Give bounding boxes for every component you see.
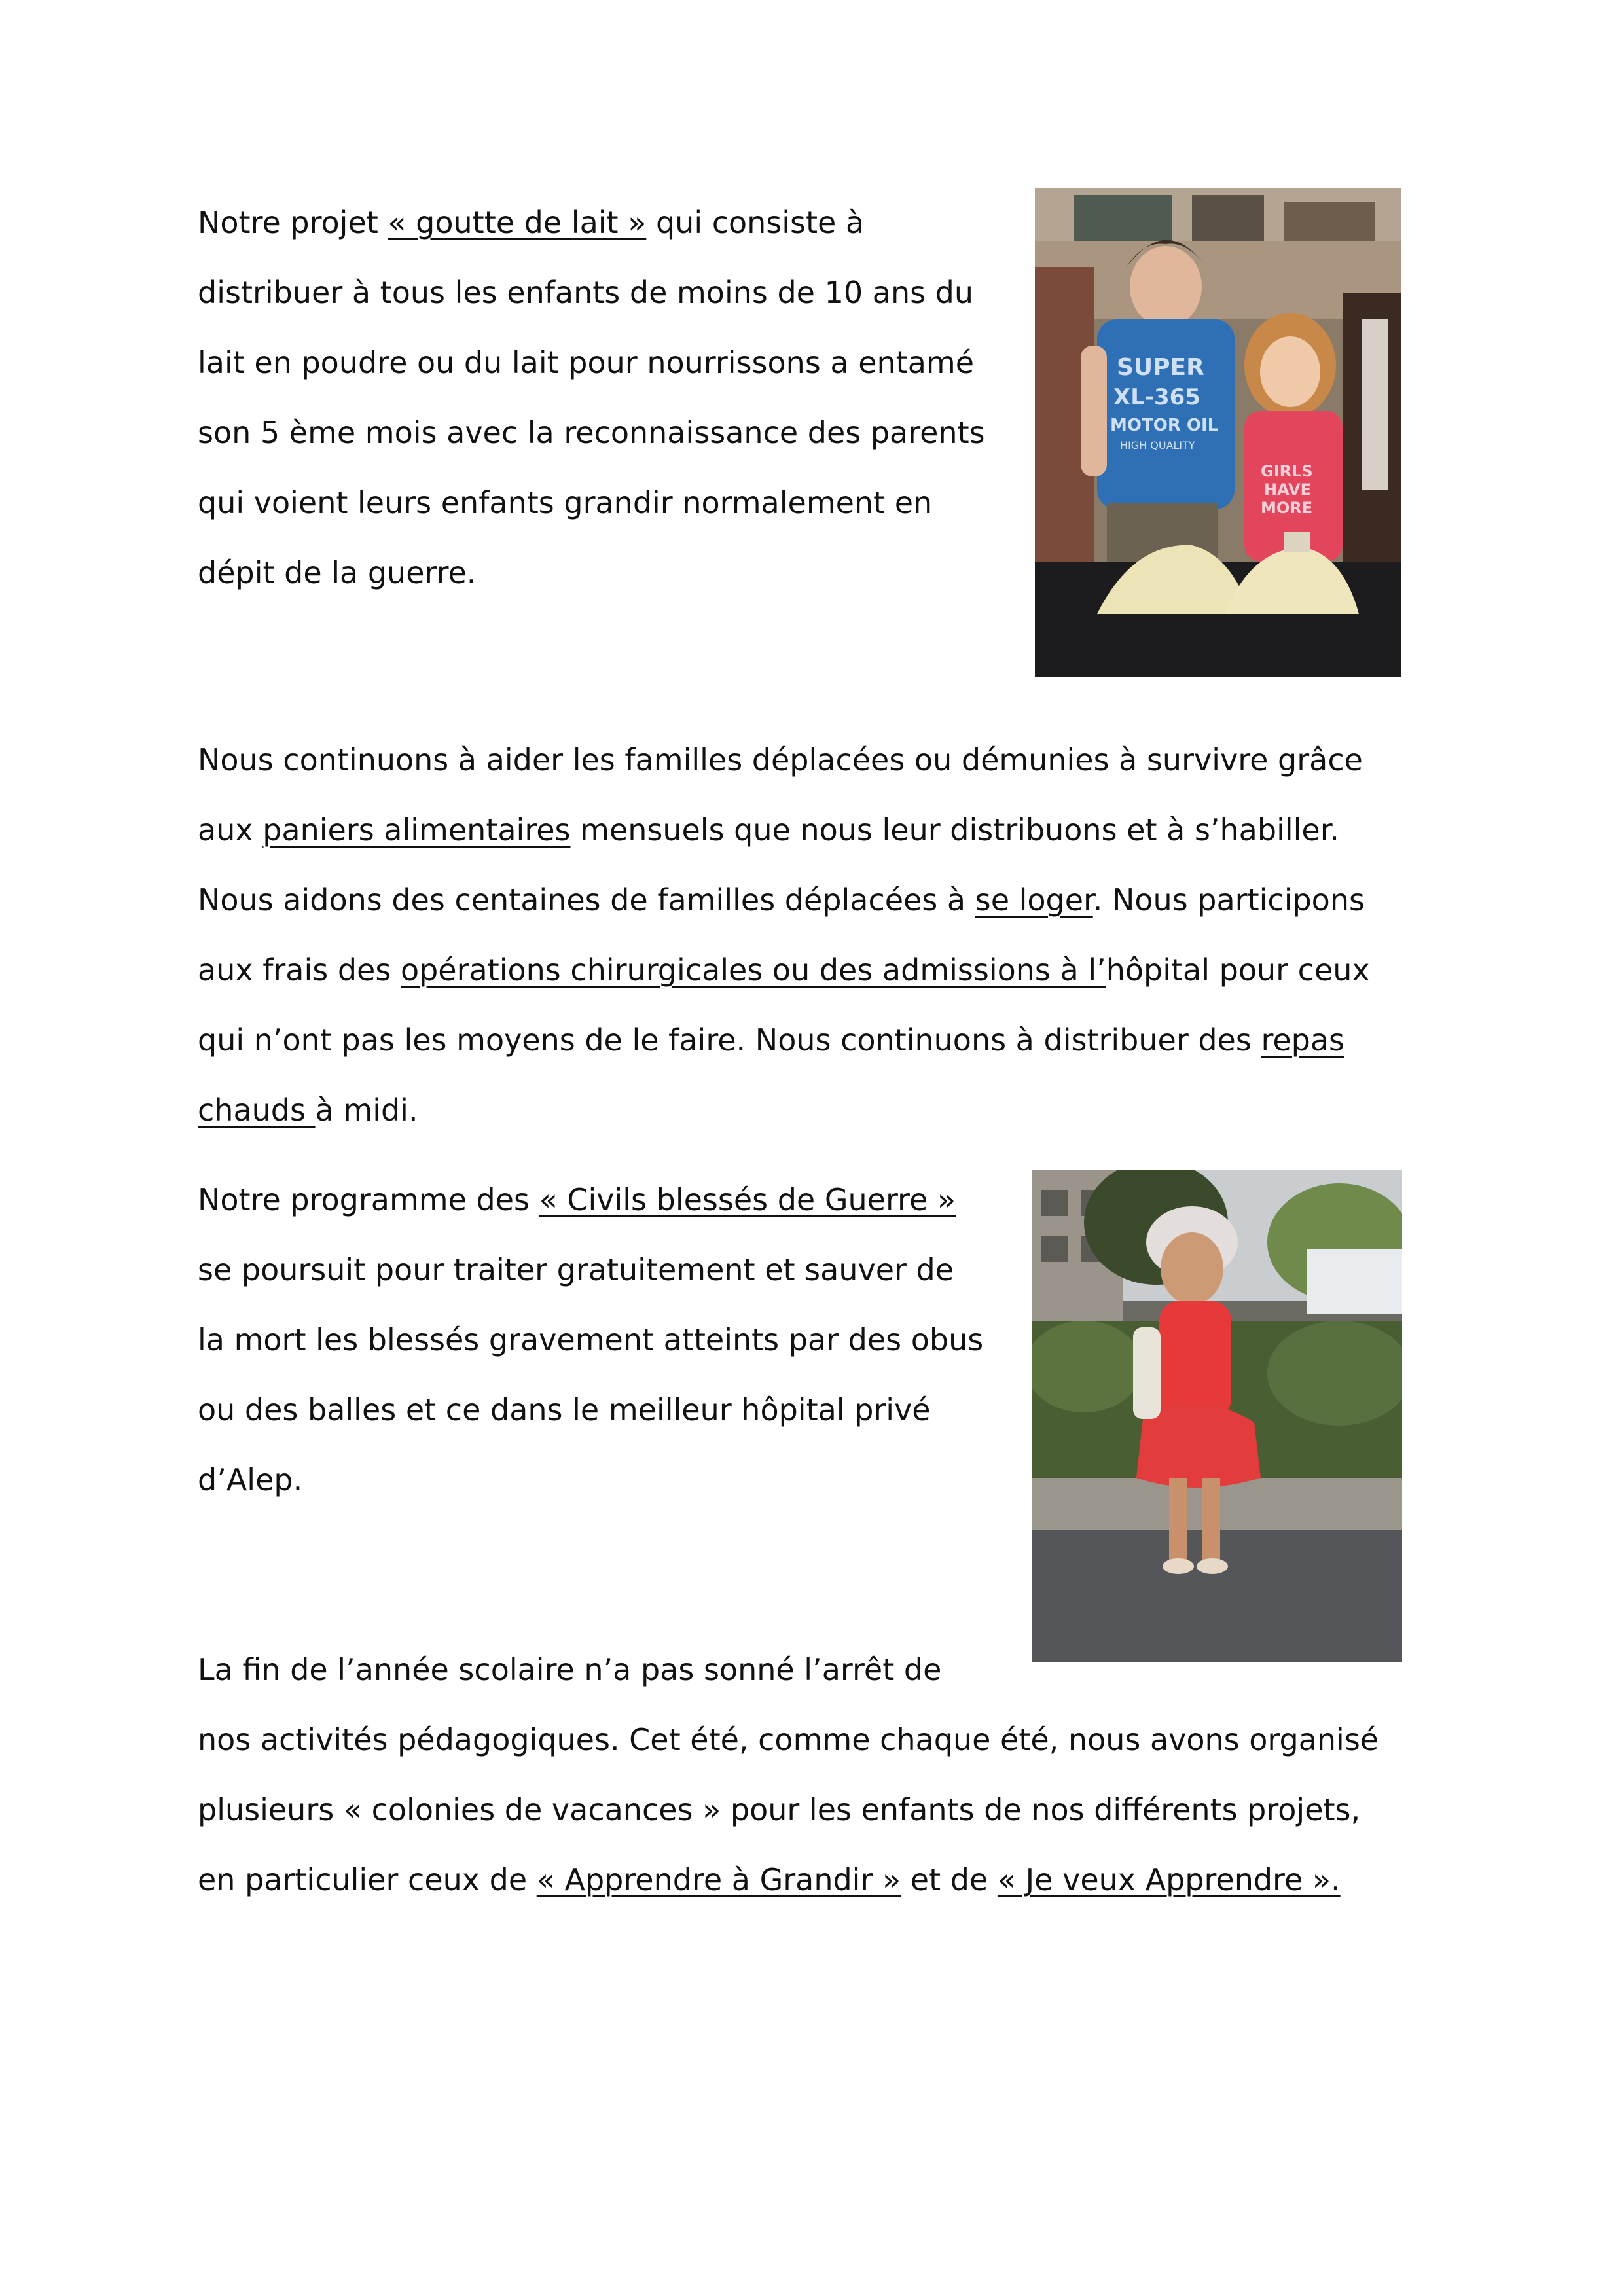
text-run: . Nous participons <box>1092 882 1365 918</box>
text-run: et de <box>901 1862 998 1897</box>
girl-shirt-text-1: GIRLS <box>1261 462 1313 480</box>
p2-line <box>198 725 1428 795</box>
paragraph-goutte-de-lait <box>198 188 1049 608</box>
text-run: lait en poudre ou du lait pour nourrissons a entamé <box>198 345 975 380</box>
p1-line <box>198 258 1049 328</box>
text-run: en particulier ceux de <box>198 1862 537 1897</box>
p4-line <box>198 1635 1428 1705</box>
text-run: Notre projet <box>198 205 388 240</box>
boy-shirt-text-3: MOTOR OIL <box>1110 416 1219 435</box>
text-run: ou des balles et ce dans le meilleur hôpital privé <box>198 1392 931 1427</box>
p4-line <box>198 1705 1428 1775</box>
text-run: Nous aidons des centaines de familles déplacées à <box>198 882 975 918</box>
text-run: qui n’ont pas les moyens de le faire. Nous continuons à distribuer des <box>198 1022 1261 1058</box>
girl-shirt-text-3: MORE <box>1261 499 1313 517</box>
paragraph-aide-familles <box>198 725 1428 1145</box>
underlined-text: « Civils blessés de Guerre » <box>539 1182 956 1217</box>
p4-line <box>198 1775 1428 1845</box>
text-run: se poursuit pour traiter gratuitement et sauver de <box>198 1252 954 1287</box>
text-run: distribuer à tous les enfants de moins de 10 ans du <box>198 275 974 310</box>
photo-children-with-milk <box>1035 188 1401 677</box>
text-run: dépit de la guerre. <box>198 555 477 590</box>
text-run: la mort les blessés gravement atteints par des obus <box>198 1322 984 1357</box>
p3-line <box>198 1165 1049 1235</box>
underlined-text: « Apprendre à Grandir » <box>536 1862 901 1897</box>
underlined-text: repas <box>1261 1022 1345 1058</box>
text-run: Notre programme des <box>198 1182 539 1217</box>
boy-shirt-text-1: SUPER <box>1117 354 1204 381</box>
underlined-text: opérations chirurgicales ou des admissions à l’ <box>400 952 1106 988</box>
paragraph-colonies-vacances <box>198 1635 1428 1915</box>
underlined-text: « Je veux Apprendre ». <box>997 1862 1341 1897</box>
p1-line <box>198 188 1049 258</box>
text-run: à midi. <box>315 1092 418 1128</box>
photo-injured-child <box>1032 1170 1402 1662</box>
girl-shirt-text-2: HAVE <box>1264 480 1311 499</box>
text-run: qui consiste à <box>646 205 865 240</box>
text-run: qui voient leurs enfants grandir normalement en <box>198 485 933 520</box>
p3-line <box>198 1445 1049 1515</box>
underlined-text: chauds <box>198 1092 316 1128</box>
p3-line <box>198 1375 1049 1445</box>
p2-line <box>198 795 1428 865</box>
text-run: son 5 ème mois avec la reconnaissance des parents <box>198 415 985 450</box>
text-run: aux <box>198 812 263 848</box>
text-run: aux frais des <box>198 952 401 988</box>
p3-line <box>198 1305 1049 1375</box>
text-run: Nous continuons à aider les familles déplacées ou démunies à survivre grâce <box>198 742 1363 778</box>
paragraph-civils-blesses <box>198 1165 1049 1515</box>
boy-shirt-text-4: HIGH QUALITY <box>1120 439 1195 452</box>
p1-line <box>198 328 1049 398</box>
p1-line <box>198 538 1049 608</box>
p3-line <box>198 1235 1049 1305</box>
p1-line <box>198 468 1049 538</box>
p2-line <box>198 865 1428 935</box>
p2-line <box>198 1075 1428 1145</box>
boy-shirt-text-2: XL-365 <box>1113 384 1200 410</box>
p4-line <box>198 1845 1428 1915</box>
p2-line <box>198 935 1428 1005</box>
underlined-text: se loger <box>975 882 1093 918</box>
photo-injured-child-image <box>1032 1170 1402 1662</box>
text-run: hôpital pour ceux <box>1106 952 1370 988</box>
underlined-text: « goutte de lait » <box>388 205 647 240</box>
underlined-text: paniers alimentaires <box>262 812 571 848</box>
p2-line <box>198 1005 1428 1075</box>
text-run: mensuels que nous leur distribuons et à s’habiller. <box>570 812 1340 848</box>
text-run: d’Alep. <box>198 1462 303 1498</box>
photo-children-with-milk-image <box>1035 188 1401 677</box>
text-run: La fin de l’année scolaire n’a pas sonné l’arrêt de <box>198 1652 942 1687</box>
text-run: plusieurs « colonies de vacances » pour les enfants de nos différents projets, <box>198 1792 1361 1827</box>
text-run: nos activités pédagogiques. Cet été, comme chaque été, nous avons organisé <box>198 1722 1379 1757</box>
p1-line <box>198 398 1049 468</box>
